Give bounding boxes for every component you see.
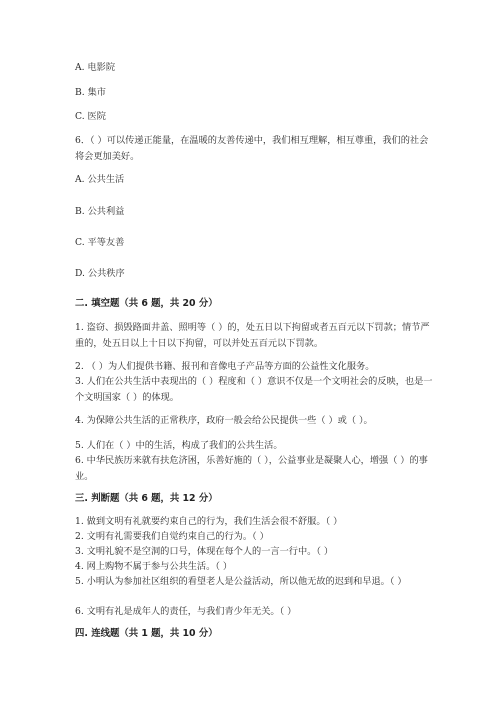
- section3-item-5: 5. 小明认为参加社区组织的看望老人是公益活动，所以他无故的迟到和早退。（ ）: [75, 576, 407, 587]
- section3-title: 三. 判断题（共 6 题，共 12 分）: [75, 493, 218, 504]
- section2-item-5: 5. 人们在（ ）中的生活，构成了我们的公共生活。: [75, 440, 283, 451]
- section2-item-4: 4. 为保障公共生活的正常秩序，政府一般会给公民提供一些（ ）或（ ）。: [75, 415, 373, 426]
- q5-option-a: A. 电影院: [75, 62, 116, 73]
- section4-title: 四. 连线题（共 1 题，共 10 分）: [75, 628, 218, 639]
- q6-option-b: B. 公共利益: [75, 206, 125, 217]
- q6-option-c: C. 平等友善: [75, 237, 125, 248]
- section3-item-6: 6. 文明有礼是成年人的责任，与我们青少年无关。（ ）: [75, 606, 297, 617]
- q5-option-b: B. 集市: [75, 87, 106, 98]
- section2-title: 二. 填空题（共 6 题，共 20 分）: [75, 298, 218, 309]
- section2-item-1: 1. 盗窃、损毁路面井盖、照明等（ ）的，处五日以下拘留或者五百元以下罚款；情节严重的，处五日以上十日以下拘留，可以并处五百元以下罚款。: [75, 322, 430, 349]
- section3-item-4: 4. 网上购物不属于参与公共生活。（ ）: [75, 561, 233, 572]
- section3-item-3: 3. 文明礼貌不是空洞的口号，体现在每个人的一言一行中。（ ）: [75, 546, 334, 557]
- section3-item-2: 2. 文明有礼需要我们自觉约束自己的行为。（ ）: [75, 531, 269, 542]
- section2-item-3: 3. 人们在公共生活中表现出的（ ）程度和（ ）意识不仅是一个文明社会的反映，也是一个文明国家（ ）的体现。: [75, 376, 433, 403]
- q6-option-a: A. 公共生活: [75, 174, 125, 185]
- section2-item-6: 6. 中华民族历来就有扶危济困，乐善好施的（ ），公益事业是凝聚人心，增强（ ）的事业。: [75, 455, 428, 482]
- q6-option-d: D. 公共秩序: [75, 268, 125, 279]
- section2-item-2: 2. （ ）为人们提供书籍、报刊和音像电子产品等方面的公益性文化服务。: [75, 361, 375, 372]
- q6-stem: 6．（ ）可以传递正能量，在温暖的友善传递中，我们相互理解，相互尊重，我们的社会将会更加美好。: [75, 135, 429, 162]
- section3-item-1: 1. 做到文明有礼就要约束自己的行为，我们生活会很不舒服。（ ）: [75, 516, 343, 527]
- q5-option-c: C. 医院: [75, 111, 106, 122]
